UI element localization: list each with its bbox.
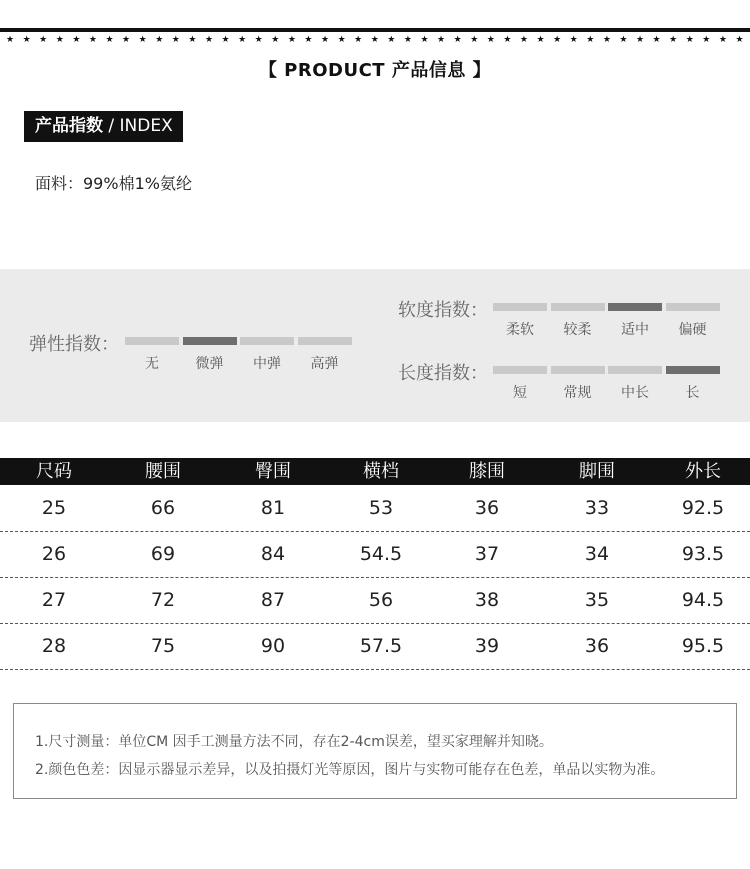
elasticity-bar [298, 337, 352, 345]
col-header-outseam: 外长 [685, 461, 721, 482]
softness-option-label: 柔软 [506, 322, 534, 338]
table-cell: 56 [368, 589, 394, 611]
table-cell: 27 [41, 589, 67, 611]
length-bar [551, 366, 605, 374]
table-cell: 90 [260, 635, 286, 657]
table-cell: 66 [150, 497, 176, 519]
table-cell: 53 [368, 497, 394, 519]
elasticity-bar [125, 337, 179, 345]
table-row [0, 577, 750, 624]
table-cell: 26 [41, 543, 67, 565]
table-cell: 87 [260, 589, 286, 611]
length-bar-selected [666, 366, 720, 374]
top-divider [0, 28, 750, 32]
fabric-composition: 面料：99%棉1%氨纶 [35, 174, 192, 193]
table-cell: 37 [474, 543, 500, 565]
star-border: ★ ★ ★ ★ ★ ★ ★ ★ ★ ★ ★ ★ ★ ★ ★ ★ ★ ★ ★ ★ ★ ★ ★ ★ ★ ★ ★ ★ ★ ★ ★ ★ ★ ★ ★ ★ ★ ★ ★ ★ ★ ★ ★ ★ ★ [6, 35, 744, 45]
col-header-waist: 腰围 [145, 461, 181, 482]
table-cell: 36 [474, 497, 500, 519]
col-header-crotch: 横档 [363, 461, 399, 482]
table-cell: 81 [260, 497, 286, 519]
table-cell: 57.5 [359, 635, 403, 657]
table-cell: 38 [474, 589, 500, 611]
table-row [0, 623, 750, 670]
table-cell: 72 [150, 589, 176, 611]
length-label: 长度指数： [398, 363, 488, 384]
table-row [0, 531, 750, 578]
note-color: 2.颜色色差：因显示器显示差异，以及拍摄灯光等原因，图片与实物可能存在色差，单品以实物为准。 [35, 762, 665, 778]
elasticity-label: 弹性指数： [29, 334, 119, 355]
length-option-label: 长 [685, 385, 700, 401]
length-bar [608, 366, 662, 374]
table-cell: 33 [584, 497, 610, 519]
page-title: 【 PRODUCT 产品信息 】 [258, 60, 492, 81]
table-cell: 34 [584, 543, 610, 565]
table-cell: 28 [41, 635, 67, 657]
ratings-panel [0, 269, 750, 422]
elasticity-option-label: 中弹 [253, 356, 281, 372]
softness-option-label: 适中 [621, 322, 649, 338]
table-cell: 25 [41, 497, 67, 519]
table-cell: 54.5 [359, 543, 403, 565]
col-header-hip: 臀围 [255, 461, 291, 482]
length-option-label: 短 [513, 385, 527, 401]
index-badge [24, 111, 183, 142]
table-cell: 95.5 [681, 635, 725, 657]
softness-option-label: 较柔 [563, 322, 592, 338]
col-header-size: 尺码 [36, 461, 72, 482]
elasticity-option-label: 高弹 [310, 356, 339, 372]
table-cell: 92.5 [681, 497, 725, 519]
table-row [0, 485, 750, 532]
elasticity-option-label: 微弹 [195, 356, 224, 372]
table-cell: 36 [584, 635, 610, 657]
table-cell: 69 [150, 543, 176, 565]
softness-option-label: 偏硬 [678, 322, 707, 338]
softness-bar [551, 303, 605, 311]
col-header-knee: 膝围 [469, 461, 505, 482]
softness-label: 软度指数： [398, 300, 488, 321]
elasticity-bar [240, 337, 294, 345]
table-cell: 35 [584, 589, 610, 611]
elasticity-bar-selected [183, 337, 237, 345]
table-cell: 94.5 [681, 589, 725, 611]
table-cell: 84 [260, 543, 286, 565]
length-option-label: 中长 [621, 385, 649, 401]
index-badge-suffix: / INDEX [103, 116, 173, 136]
elasticity-option-label: 无 [145, 356, 159, 372]
note-measurement: 1.尺寸测量：单位CM 因手工测量方法不同，存在2-4cm误差，望买家理解并知晓。 [35, 734, 553, 750]
notes-box [13, 703, 737, 799]
length-bar [493, 366, 547, 374]
table-cell: 93.5 [681, 543, 725, 565]
size-table-header [0, 458, 750, 485]
col-header-hem: 脚围 [579, 461, 615, 482]
table-cell: 75 [150, 635, 176, 657]
softness-bar [493, 303, 547, 311]
softness-bar-selected [608, 303, 662, 311]
softness-bar [666, 303, 720, 311]
length-option-label: 常规 [563, 385, 592, 401]
index-badge-title: 产品指数 [35, 116, 103, 136]
table-cell: 39 [474, 635, 500, 657]
